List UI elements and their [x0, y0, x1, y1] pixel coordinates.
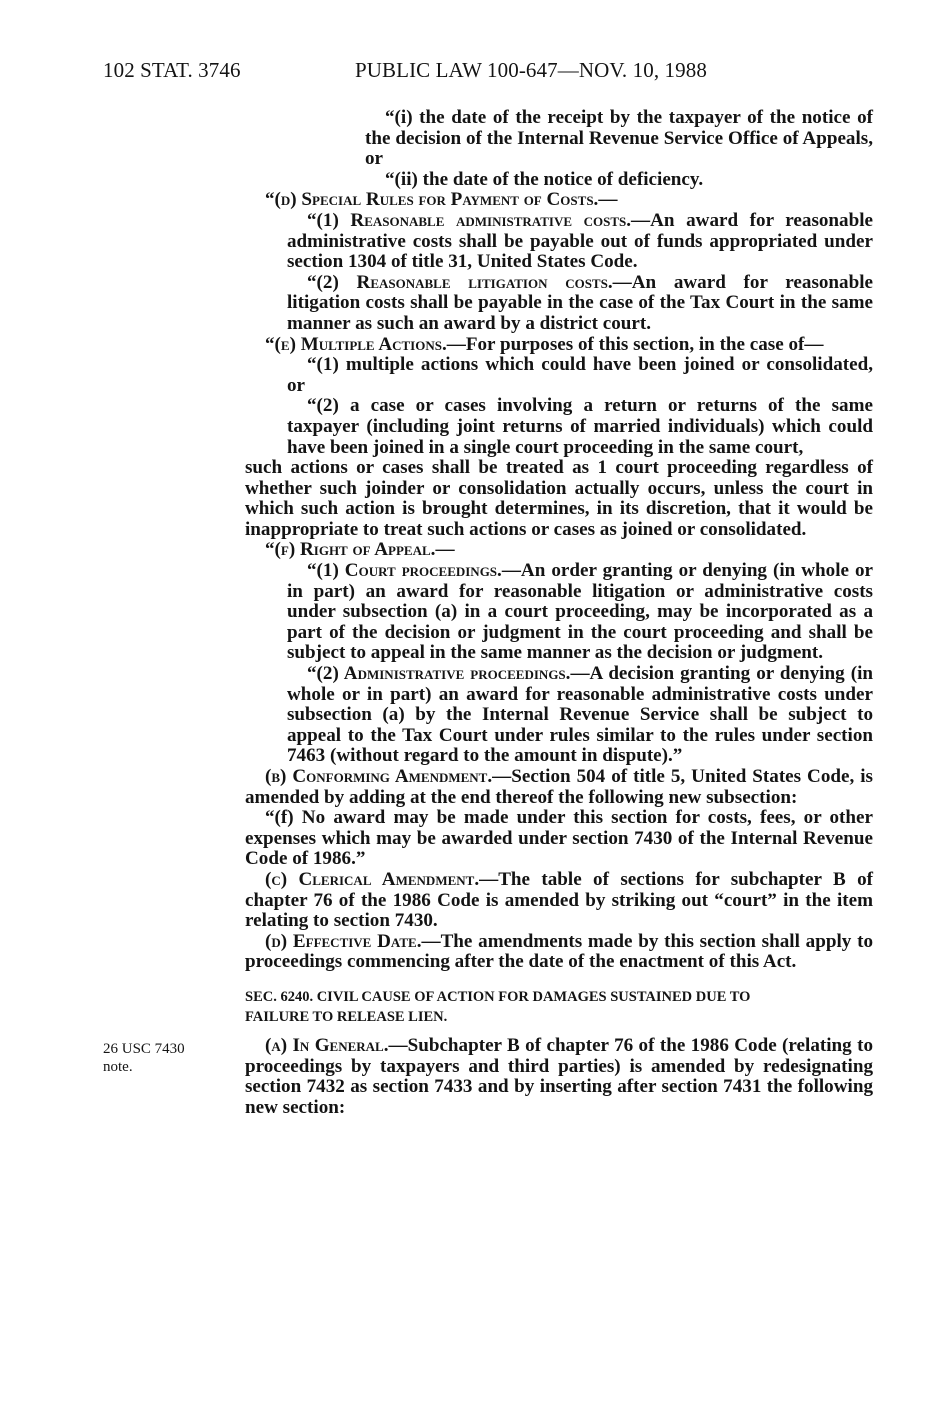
paragraph-d1-heading: “(1) Reasonable administrative costs.: [307, 209, 632, 231]
paragraph-f1-heading: “(1) Court proceedings.: [307, 560, 502, 582]
margin-note-label: note.: [103, 1059, 133, 1075]
section-heading-line2: FAILURE TO RELEASE LIEN.: [245, 1008, 448, 1025]
public-law-citation: PUBLIC LAW 100-647—NOV. 10, 1988: [355, 58, 707, 82]
subsection-d-effective: [245, 932, 873, 973]
stat-page-number: 102 STAT. 3746: [103, 58, 241, 82]
subsection-a: [245, 1036, 873, 1118]
subsection-e-tail: such actions or cases shall be treated as 1 court proceeding regardless of whether such joinder or consolidation actually occurs, unless the court in which such action is brought determines, in its discretion, that it would be inappropriate to treat such actions or cases as joined or consolidated.: [245, 457, 873, 540]
paragraph-d2: [245, 273, 873, 335]
paragraph-e1: “(1) multiple actions which could have been joined or consolidated, or: [287, 354, 873, 396]
clause-ii: “(ii) the date of the notice of deficiency.: [385, 168, 704, 190]
subsection-e-heading: “(e) Multiple Actions.: [265, 333, 447, 355]
section-heading-line1: SEC. 6240. CIVIL CAUSE OF ACTION FOR DAMAGES SUSTAINED DUE TO: [245, 988, 751, 1005]
paragraph-f2-text: —A decision granting or denying (in whole or in part) an award for reasonable administrative costs under subsection (a) by the Internal Revenue Service shall be subject to appeal to the Tax Court under rules similar to the rules under section 7463 (without regard to the amount in dispute).”: [287, 663, 873, 767]
subsection-a-heading: (a) In General.: [265, 1034, 389, 1056]
paragraph-d2-text: —An award for reasonable litigation costs shall be payable in the case of the Tax Court in the same manner as such an award by a district court.: [287, 271, 873, 334]
effective-date-text: —The amendments made by this section shall apply to proceedings commencing after the date of the enactment of this Act.: [245, 930, 873, 973]
section-heading: [245, 987, 873, 1027]
subsection-c-heading: (c) Clerical Amendment.: [265, 868, 480, 890]
subsection-e-text: —For purposes of this section, in the case of—: [446, 333, 824, 355]
paragraph-e2: “(2) a case or cases involving a return or returns of the same taxpayer (including joint returns of married individuals) which could have been joined in a single court proceeding in the same court,: [287, 395, 873, 458]
subsection-b: [245, 767, 873, 808]
paragraph-f2: [245, 664, 873, 767]
subsection-b-quote: “(f) No award may be made under this section for costs, fees, or other expenses which may be awarded under section 7430 of the Internal Revenue Code of 1986.”: [245, 807, 873, 870]
subsection-d-heading: “(d) Special Rules for Payment of Costs.—: [265, 189, 618, 211]
subsection-e: [223, 335, 873, 356]
subsection-b-text: —Section 504 of title 5, United States Code, is amended by adding at the end thereof the following new subsection:: [245, 766, 873, 808]
margin-note: [103, 1040, 223, 1076]
effective-date-heading: (d) Effective Date.: [265, 930, 422, 952]
paragraph-d1: [245, 211, 873, 273]
paragraph-d2-heading: “(2) Reasonable litigation costs.: [307, 271, 613, 293]
subsection-f-heading: “(f) Right of Appeal.—: [265, 539, 455, 561]
statute-text: [245, 108, 873, 1118]
paragraph-f1: [245, 561, 873, 664]
subsection-c-text: —The table of sections for subchapter B of chapter 76 of the 1986 Code is amended by striking out “court” in the item relating to section 7430.: [245, 868, 873, 932]
paragraph-f2-heading: “(2) Administrative proceedings.: [307, 663, 571, 685]
subsection-c: [245, 870, 873, 932]
margin-note-citation: 26 USC 7430: [103, 1041, 185, 1057]
paragraph-f1-text: —An order granting or denying (in whole or in part) an award for reasonable litigation or administrative costs under subsection (a) in a court proceeding, may be incorporated as a part of the decision or judgment in the court proceeding and shall be subject to appeal in the same manner as the decision or judgment.: [287, 560, 874, 664]
paragraph-d1-text: —An award for reasonable administrative costs shall be payable out of funds appropriated under section 1304 of title 31, United States Code.: [287, 209, 873, 273]
subsection-b-heading: (b) Conforming Amendment.: [265, 766, 493, 787]
clause-i: “(i) the date of the receipt by the taxpayer of the notice of the decision of the Internal Revenue Service Office of Appeals, or: [365, 107, 873, 170]
subsection-a-text: —Subchapter B of chapter 76 of the 1986 Code (relating to proceedings by taxpayers and third parties) is amended by redesignating section 7432 as section 7433 and by inserting after section 7431 the following new section:: [245, 1034, 873, 1118]
